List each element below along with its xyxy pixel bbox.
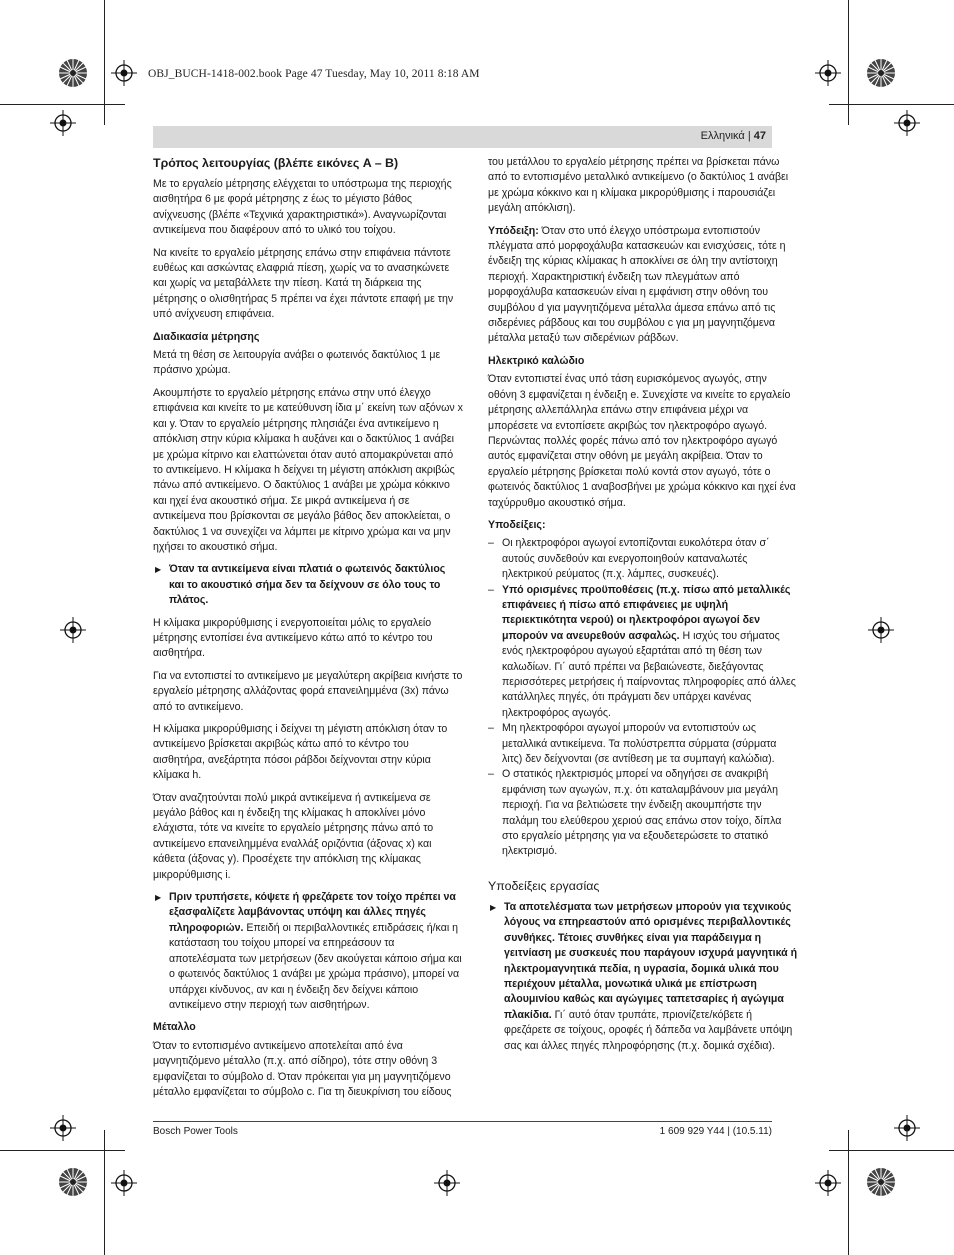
registration-mark-icon xyxy=(111,60,137,86)
paragraph: Όταν αναζητούνται πολύ μικρά αντικείμενα ή αντικείμενα σε μεγάλο βάθος και η ένδειξη της κλίμακας h αποκλίνει μόνο ελάχιστα, τότε να κινείτε το εργαλείο μέτρησης πάνω από το αντικείμενο επανειλημμένα εναλλάξ οριζόντια (άξονας x) και κάθετα (άξονας y). Προσέχετε την απόκλιση της κλίμακας μικρορύθμισης i. xyxy=(153,791,434,881)
arrow-bullet-icon: ▶ xyxy=(155,565,162,575)
list-item-text: Μη ηλεκτροφόροι αγωγοί μπορούν να εντοπιστούν ως μεταλλικά αντικείμενα. Τα πολύστρεπτα σύρματα (σύρματα λιτς) δεν δείχνονται (σε αντίθεση με τα συμπαγή καλώδια). xyxy=(502,722,777,766)
registration-mark-icon xyxy=(815,1170,841,1196)
subsection-title-procedure: Διαδικασία μέτρησης xyxy=(153,330,260,343)
registration-mark-icon xyxy=(894,110,920,136)
registration-mark-icon xyxy=(894,1115,920,1141)
paragraph: Να κινείτε το εργαλείο μέτρησης επάνω στην επιφάνεια πάντοτε ευθέως και ασκώντας ελαφριά πίεση, χωρίς να το ανασηκώνετε και χωρίς να μεταβάλλετε την πίεση. Κατά τη διάρκεια της μέτρησης ο ολισθητήρας 5 πρέπει να έχει πάντοτε επαφή με την υπό ανίχνευση επιφάνεια. xyxy=(153,246,454,321)
crop-line xyxy=(104,0,105,125)
warning-item xyxy=(153,890,463,1013)
paragraph: Ακουμπήστε το εργαλείο μέτρησης επάνω στην υπό έλεγχο επιφάνεια και κινείτε το με κατεύθυνση ίδια μ΄ εκείνη των αξόνων x και y. Όταν το εργαλείο μέτρησης πλησιάζει ένα αντικείμενο η απόκλιση στην κύρια κλίμακα h αυξάνει και ο δακτύλιος 1 ανάβει με χρώμα κίτρινο και ελαττώνεται όταν αυτό απομακρύνεται από το αντικείμενο. Η κλίμακα h δείχνει τη μέγιστη απόκλιση ακριβώς πάνω από αντικείμενο. Ο δακτύλιος 1 ανάβει με χρώμα κόκκινο και ηχεί ένα ακουστικό σήμα. Σε μικρά αντικείμενα ή σε αντικείμενα που βρίσκονται σε μεγάλο βάθος δεν αποκλείεται, ο δακτύλιος 1 να συνεχίζει να λάμπει με κίτρινο χρώμα και να μην ηχήσει το ακουστικό σήμα. xyxy=(153,386,463,553)
section-title-work-notes: Υποδείξεις εργασίας xyxy=(488,878,600,893)
warning-text-bold: Πριν τρυπήσετε, κόψετε ή φρεζάρετε τον τοίχο πρέπει να εξασφαλίζετε λαμβάνοντας υπόψη και άλλες πηγές πληροφοριών. xyxy=(169,891,456,934)
note-paragraph xyxy=(488,224,798,347)
crop-line xyxy=(0,1150,125,1151)
section-title-mode: Τρόπος λειτουργίας (βλέπε εικόνες A – B) xyxy=(153,156,399,170)
dash-bullet: – xyxy=(488,722,494,735)
warning-text-bold: Τα αποτελέσματα των μετρήσεων μπορούν για τεχνικούς λόγους να επηρεαστούν από ορισμένες περιβαλλοντικές συνθήκες. Τέτοιες συνθήκες είναι για παράδειγμα η γειτνίαση με συσκευές που παράγουν ισχυρά μαγνητικά ή ηλεκτρομαγνητικά πεδία, η υγρασία, δομικά υλικά που περιέχουν μέταλλα, μονωτικά υλικά με επίστρωση αλουμινίου καθώς και αγώγιμες ταπετσαρίες ή αγώγιμα πλακίδια. xyxy=(504,900,798,1021)
crop-line xyxy=(848,0,849,125)
list-item-text: Οι ηλεκτροφόροι αγωγοί εντοπίζονται ευκολότερα όταν σ΄ αυτούς συνδεθούν και ενεργοποιηθούν καταναλωτές ηλεκτρικού ρεύματος (π.χ. λάμπες, συσκευές). xyxy=(502,537,770,581)
starburst-target-icon xyxy=(58,58,88,88)
paragraph: Με το εργαλείο μέτρησης ελέγχεται το υπόστρωμα της περιοχής αισθητήρα 6 με φορά μέτρησης z έως το μέγιστο βάθος ανίχνευσης (βλέπε «Τεχνικά χαρακτηριστικά»). Αναγνωρίζονται αντικείμενα που διαφέρουν από το υλικό του τοίχου. xyxy=(153,178,452,237)
crop-line xyxy=(848,1130,849,1255)
note-label: Υπόδειξη: xyxy=(488,224,539,237)
warning-item xyxy=(153,562,463,608)
registration-mark-icon xyxy=(50,110,76,136)
paragraph: Η κλίμακα μικρορύθμισης i δείχνει τη μέγιστη απόκλιση όταν το αντικείμενο βρίσκεται ακριβώς κάτω από το κέντρο του αισθητήρα, ανεξάρτητα πόσοι ράβδοι δείχνονται στην κύρια κλίμακα h. xyxy=(153,723,448,782)
list-item-text: Η ισχύς του σήματος ενός ηλεκτροφόρου αγωγού εξαρτάται από τη θέση των καλωδίων. Γι΄ αυτό πρέπει να βεβαιώνεστε, διεξάγοντας περισσότερες μετρήσεις ή παίρνοντας πληροφορίες από άλλες κατάλληλες πηγές, ότι πράγματι δεν υπάρχει κανένας ηλεκτροφόρος αγωγός. xyxy=(502,629,796,719)
subsection-title-cable: Ηλεκτρικό καλώδιο xyxy=(488,354,585,367)
arrow-bullet-icon: ▶ xyxy=(490,902,497,912)
starburst-target-icon xyxy=(866,1167,896,1197)
warning-text: Όταν τα αντικείμενα είναι πλατιά ο φωτεινός δακτύλιος και το ακουστικό σήμα δεν τα δείχνουν σε όλο τους το πλάτος. xyxy=(169,563,446,607)
starburst-target-icon xyxy=(58,1167,88,1197)
arrow-bullet-icon: ▶ xyxy=(155,893,162,903)
registration-mark-icon xyxy=(60,617,86,643)
footer-brand: Bosch Power Tools xyxy=(153,1126,238,1137)
starburst-target-icon xyxy=(866,58,896,88)
list-item-text: Ο στατικός ηλεκτρισμός μπορεί να οδηγήσει σε ανακριβή εμφάνιση των αγωγών, π.χ. ότι καταλαμβάνουν μια μεγάλη περιοχή. Για να βελτιώσετε την ένδειξη ακουμπήστε την παλάμη του ελεύθερου χεριού σας επάνω στον τοίχο, δίπλα στο εργαλείο μέτρησης για να εξουδετερώσετε το στατικό ηλεκτρισμό. xyxy=(502,768,782,858)
paragraph: Για να εντοπιστεί το αντικείμενο με μεγαλύτερη ακρίβεια κινήστε το εργαλείο μέτρησης αλλάζοντας φορά επανειλημμένα (3x) πάνω από το αντικείμενο. xyxy=(153,669,463,713)
paragraph: του μετάλλου το εργαλείο μέτρησης πρέπει να βρίσκεται πάνω από το εντοπισμένο μεταλλικό αντικείμενο (ο δακτύλιος 1 ανάβει με χρώμα κόκκινο και η κλίμακα μικρορύθμισης i παρουσιάζει μεγάλη απόκλιση). xyxy=(488,156,789,215)
note-text: Όταν στο υπό έλεγχο υπόστρωμα εντοπιστούν πλέγματα από μορφοχάλυβα κατασκευών και ενισχύσεις, τότε η ένδειξη της κύριας κλίμακας h αποκλίνει σε όλη την αντίστοιχη περιοχή. Χαρακτηριστική ένδειξη των πλεγμάτων από μορφοχάλυβα κατασκευών είναι η εμφάνιση στην οθόνη του συμβόλου d για μαγνητιζόμενα μέταλλα άμεσα επάνω από τις σιδερένιες ράβδους και του συμβόλου c για μη μαγνητιζόμενα μέταλλα μεταξύ των σιδερένιων ράβδων. xyxy=(488,224,786,345)
crop-line xyxy=(104,1130,105,1255)
registration-mark-icon xyxy=(111,1170,137,1196)
warning-text: Επειδή οι περιβαλλοντικές επιδράσεις ή/και η κατάσταση του τοίχου μπορεί να επηρεάσουν τα αποτελέσματα των μετρήσεων (δεν ακούγεται κάποιο σήμα και ο φωτεινός δακτύλιος 1 ανάβει με χρώμα πράσινο), μπορεί να υπάρχει κίνδυνος, αν και η ένδειξη δεν δείχνει κάποιο αντικείμενο στην περιοχή των αισθητήρων. xyxy=(169,921,462,1011)
language-label: Ελληνικά xyxy=(700,130,745,142)
registration-mark-icon xyxy=(815,60,841,86)
subsection-title-notes: Υποδείξεις: xyxy=(488,518,546,531)
list-item xyxy=(488,767,798,859)
paragraph: Μετά τη θέση σε λειτουργία ανάβει ο φωτεινός δακτύλιος 1 με πράσινο χρώμα. xyxy=(153,349,441,377)
page-number: 47 xyxy=(753,130,766,142)
footer-doc-number: 1 609 929 Y44 | (10.5.11) xyxy=(659,1126,772,1137)
warning-item xyxy=(488,900,798,1054)
crop-line xyxy=(829,104,954,105)
list-item xyxy=(488,721,798,767)
paragraph: Η κλίμακα μικρορύθμισης i ενεργοποιείται μόλις το εργαλείο μέτρησης εντοπίσει ένα αντικείμενο κάτω από το κέντρο του αισθητήρα. xyxy=(153,616,433,660)
warning-text: Γι΄ αυτό όταν τρυπάτε, πριονίζετε/κόβετε ή φρεζάρετε σε τοίχους, οροφές ή δάπεδα να λαμβάνετε υπόψη σας και άλλες πηγές πληροφόρησης (π.χ. δομικά σχέδια). xyxy=(504,1008,793,1052)
paragraph: Όταν εντοπιστεί ένας υπό τάση ευρισκόμενος αγωγός, στην οθόνη 3 εμφανίζεται η ένδειξη e. Συνεχίστε να κινείτε το εργαλείο μέτρησης αλλεπάλληλα επάνω στην επιφάνεια μέχρι να μπορέσετε να εντοπίσετε ακριβώς τον ηλεκτροφόρο αγωγό. Περνώντας πολλές φορές πάνω από τον ηλεκτροφόρο αγωγό αυτός εμφανίζεται στην οθόνη με μεγάλη ακρίβεια. Όταν το εργαλείο μέτρησης βρίσκεται πολύ κοντά στον αγωγό, τότε ο φωτεινός δακτύλιος 1 αναβοσβήνει με χρώμα κόκκινο και ηχεί ένα ταχύρρυθμο ακουστικό σήμα. xyxy=(488,373,796,509)
page-header: Ελληνικά | 47 xyxy=(153,126,772,148)
list-item-text-bold: Υπό ορισμένες προϋποθέσεις (π.χ. πίσω από μεταλλικές επιφάνειες ή πίσω από επιφάνειες με υψηλή περιεκτικότητα νερού) οι ηλεκτροφόροι αγωγοί δεν μπορούν να ανευρεθούν ασφαλώς. xyxy=(502,583,791,642)
registration-mark-icon xyxy=(868,617,894,643)
crop-line xyxy=(829,1150,954,1151)
dash-bullet: – xyxy=(488,768,494,781)
subsection-title-metal: Μέταλλο xyxy=(153,1021,196,1034)
left-column xyxy=(153,155,463,1107)
dash-bullet: – xyxy=(488,537,494,550)
dash-bullet: – xyxy=(488,583,494,596)
registration-mark-icon xyxy=(434,1170,460,1196)
paragraph: Όταν το εντοπισμένο αντικείμενο αποτελείται από ένα μαγνητιζόμενο μέταλλο (π.χ. από σίδηρο), τότε στην οθόνη 3 εμφανίζεται το σύμβολο d. Όταν πρόκειται για μη μαγνητιζόμενο μέταλλο εμφανίζεται το σύμβολο c. Για τη διευκρίνιση του είδους xyxy=(153,1039,452,1098)
right-column xyxy=(488,155,798,1061)
crop-line xyxy=(0,104,125,105)
print-slug: OBJ_BUCH-1418-002.book Page 47 Tuesday, May 10, 2011 8:18 AM xyxy=(148,68,480,80)
list-item xyxy=(488,583,798,722)
list-item xyxy=(488,536,798,582)
footer-divider xyxy=(153,1121,772,1122)
registration-mark-icon xyxy=(50,1115,76,1141)
